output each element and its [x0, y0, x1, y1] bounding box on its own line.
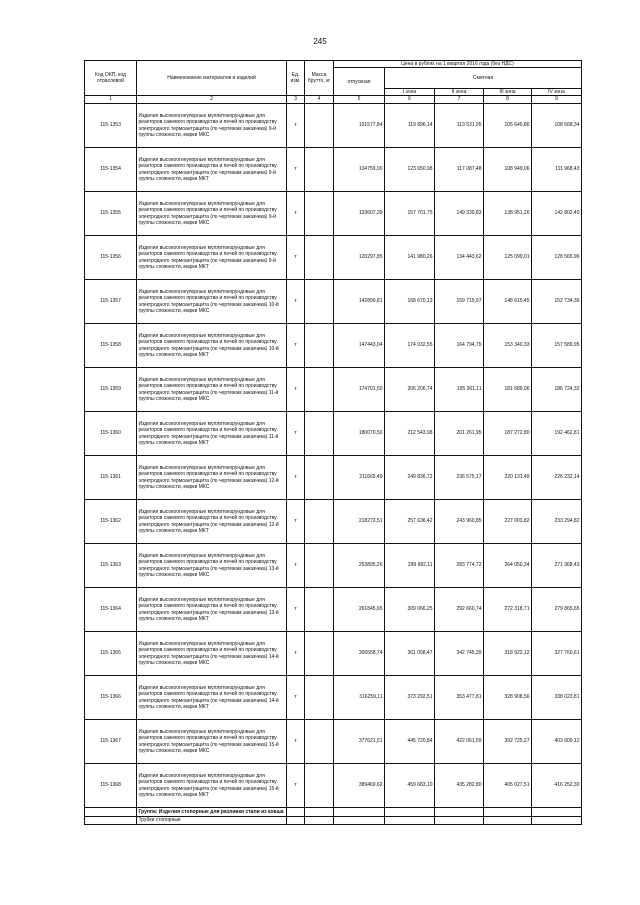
zone-price: 226 232,14 [532, 456, 582, 500]
unit-of-measure: т [287, 544, 305, 588]
empty-cell [532, 808, 582, 817]
header-zone-4: IV зона [532, 88, 582, 95]
unit-of-measure: т [287, 236, 305, 280]
zone-price: 392 725,27 [484, 720, 532, 764]
unit-of-measure: т [287, 280, 305, 324]
group-row [85, 816, 582, 825]
product-code: 115-1367 [85, 720, 137, 764]
zone-price: 174 032,55 [385, 324, 435, 368]
gross-mass [305, 456, 334, 500]
table-row [85, 412, 582, 456]
table-row [85, 720, 582, 764]
header-zone-3: III зона [484, 88, 532, 95]
zone-price: 148 615,45 [484, 280, 532, 324]
zone-price: 416 252,30 [532, 764, 582, 808]
zone-price: 309 066,25 [385, 588, 435, 632]
header-zone-2: II зона [435, 88, 484, 95]
gross-mass [305, 148, 334, 192]
zone-price: 328 908,56 [484, 676, 532, 720]
zone-price: 338 023,81 [532, 676, 582, 720]
zone-price: 422 061,59 [435, 720, 484, 764]
zone-price: 403 609,12 [532, 720, 582, 764]
gross-mass [305, 280, 334, 324]
unit-of-measure: т [287, 764, 305, 808]
table-row [85, 236, 582, 280]
table-row [85, 544, 582, 588]
price-table [84, 60, 582, 825]
zone-price: 342 745,39 [435, 632, 484, 676]
empty-cell [385, 808, 435, 817]
gross-mass [305, 104, 334, 148]
zone-price: 168 670,13 [385, 280, 435, 324]
zone-price: 181 689,06 [484, 368, 532, 412]
zone-price: 111 968,43 [532, 148, 582, 192]
release-price: 133607,39 [334, 192, 385, 236]
unit-of-measure: т [287, 412, 305, 456]
zone-price: 201 261,95 [435, 412, 484, 456]
product-name: Изделия высокоогнеупорные муллитокорундовые для реакторов сажевого производства и печей по производству электродного термоантрацита (по чертежам заказчика) 9-й группы сложности, марки МКС [137, 192, 287, 236]
product-name: Изделия высокоогнеупорные муллитокорундовые для реакторов сажевого производства и печей по производству электродного термоантрацита (по чертежам заказчика) 9-й группы сложности, марки МКС [137, 104, 287, 148]
zone-price: 113 531,95 [435, 104, 484, 148]
zone-price: 195 261,11 [435, 368, 484, 412]
header-name: Наименование материалов и изделий [137, 61, 287, 96]
zone-price: 405 027,51 [484, 764, 532, 808]
zone-price: 292 660,74 [435, 588, 484, 632]
zone-price: 142 802,40 [532, 192, 582, 236]
release-price: 147443,04 [334, 324, 385, 368]
table-row [85, 764, 582, 808]
zone-price: 153 340,33 [484, 324, 532, 368]
table-row [85, 676, 582, 720]
product-name: Изделия высокоогнеупорные муллитокорундовые для реакторов сажевого производства и печей по производству электродного термоантрацита (по чертежам заказчика) 15-й группы сложности, марки МКС [137, 720, 287, 764]
empty-cell [532, 816, 582, 825]
product-code: 115-1364 [85, 588, 137, 632]
zone-price: 108 568,34 [532, 104, 582, 148]
release-price: 253895,26 [334, 544, 385, 588]
zone-price: 117 087,48 [435, 148, 484, 192]
empty-cell [385, 816, 435, 825]
zone-price: 318 922,12 [484, 632, 532, 676]
release-price: 306558,74 [334, 632, 385, 676]
header-estimate: Сметная [385, 68, 582, 88]
product-code: 115-1357 [85, 280, 137, 324]
zone-price: 459 683,10 [385, 764, 435, 808]
release-price: 377621,51 [334, 720, 385, 764]
zone-price: 123 650,98 [385, 148, 435, 192]
column-number: 7 [435, 96, 484, 104]
release-price: 120297,85 [334, 236, 385, 280]
product-name: Изделия высокоогнеупорные муллитокорундовые для реакторов сажевого производства и печей по производству электродного термоантрацита (по чертежам заказчика) 10-й группы сложности, марки МКТ [137, 324, 287, 368]
gross-mass [305, 720, 334, 764]
zone-price: 272 318,71 [484, 588, 532, 632]
group-code-cell [85, 808, 137, 817]
table-row [85, 324, 582, 368]
column-number: 8 [484, 96, 532, 104]
product-code: 115-1365 [85, 632, 137, 676]
header-unit: Ед. изм. [287, 61, 305, 96]
zone-price: 164 794,75 [435, 324, 484, 368]
zone-price: 243 960,85 [435, 500, 484, 544]
table-row [85, 588, 582, 632]
zone-price: 141 980,26 [385, 236, 435, 280]
gross-mass [305, 676, 334, 720]
gross-mass [305, 544, 334, 588]
product-code: 115-1368 [85, 764, 137, 808]
product-name: Изделия высокоогнеупорные муллитокорундовые для реакторов сажевого производства и печей по производству электродного термоантрацита (по чертежам заказчика) 12-й группы сложности, марки МКС [137, 456, 287, 500]
zone-price: 327 760,61 [532, 632, 582, 676]
product-code: 115-1360 [85, 412, 137, 456]
zone-price: 445 720,84 [385, 720, 435, 764]
zone-price: 279 865,65 [532, 588, 582, 632]
zone-price: 152 734,36 [532, 280, 582, 324]
product-code: 115-1363 [85, 544, 137, 588]
empty-cell [287, 808, 305, 817]
unit-of-measure: т [287, 588, 305, 632]
zone-price: 264 050,34 [484, 544, 532, 588]
header-code: Код ОКП, код отраслевой [85, 61, 137, 96]
table-row [85, 280, 582, 324]
product-name: Изделия высокоогнеупорные муллитокорундовые для реакторов сажевого производства и печей по производству электродного термоантрацита (по чертежам заказчика) 9-й группы сложности, марки МКТ [137, 236, 287, 280]
zone-price: 227 003,82 [484, 500, 532, 544]
unit-of-measure: т [287, 456, 305, 500]
table-row [85, 632, 582, 676]
header-price: Цена в рублях на 1 квартал 2016 года (без НДС) [334, 61, 582, 68]
release-price: 389469,62 [334, 764, 385, 808]
unit-of-measure: т [287, 676, 305, 720]
gross-mass [305, 764, 334, 808]
release-price: 218273,51 [334, 500, 385, 544]
table-row [85, 104, 582, 148]
header-zone-1: I зона [385, 88, 435, 95]
zone-price: 128 565,96 [532, 236, 582, 280]
unit-of-measure: т [287, 192, 305, 236]
unit-of-measure: т [287, 324, 305, 368]
gross-mass [305, 236, 334, 280]
zone-price: 249 836,72 [385, 456, 435, 500]
release-price: 316259,11 [334, 676, 385, 720]
gross-mass [305, 632, 334, 676]
empty-cell [484, 808, 532, 817]
empty-cell [305, 816, 334, 825]
table-body [85, 104, 582, 825]
column-number: 4 [305, 96, 334, 104]
column-number: 6 [385, 96, 435, 104]
gross-mass [305, 192, 334, 236]
zone-price: 105 640,86 [484, 104, 532, 148]
gross-mass [305, 368, 334, 412]
zone-price: 138 951,26 [484, 192, 532, 236]
product-code: 115-1356 [85, 236, 137, 280]
group-name: Трубки стопорные [137, 816, 287, 825]
table-row [85, 368, 582, 412]
empty-cell [435, 816, 484, 825]
unit-of-measure: т [287, 500, 305, 544]
zone-price: 435 282,80 [435, 764, 484, 808]
product-code: 115-1361 [85, 456, 137, 500]
zone-price: 157 589,95 [532, 324, 582, 368]
zone-price: 283 774,72 [435, 544, 484, 588]
header-release: отпускная [334, 68, 385, 96]
gross-mass [305, 500, 334, 544]
header-mass: Масса брутто, кг [305, 61, 334, 96]
group-row [85, 808, 582, 817]
column-number-row [85, 96, 582, 104]
product-name: Изделия высокоогнеупорные муллитокорундовые для реакторов сажевого производства и печей по производству электродного термоантрацита (по чертежам заказчика) 14-й группы сложности, марки МКТ [137, 676, 287, 720]
zone-price: 134 443,62 [435, 236, 484, 280]
unit-of-measure: т [287, 104, 305, 148]
zone-price: 119 896,14 [385, 104, 435, 148]
release-price: 101577,84 [334, 104, 385, 148]
release-price: 174701,50 [334, 368, 385, 412]
table-row [85, 148, 582, 192]
product-name: Изделия высокоогнеупорные муллитокорундовые для реакторов сажевого производства и печей по производству электродного термоантрацита (по чертежам заказчика) 11-й группы сложности, марки МКТ [137, 412, 287, 456]
release-price: 104759,00 [334, 148, 385, 192]
product-code: 115-1355 [85, 192, 137, 236]
table-row [85, 192, 582, 236]
gross-mass [305, 412, 334, 456]
zone-price: 257 636,42 [385, 500, 435, 544]
table-row [85, 500, 582, 544]
zone-price: 206 206,74 [385, 368, 435, 412]
zone-price: 159 715,97 [435, 280, 484, 324]
product-name: Изделия высокоогнеупорные муллитокорундовые для реакторов сажевого производства и печей по производству электродного термоантрацита (по чертежам заказчика) 15-й группы сложности, марки МКТ [137, 764, 287, 808]
gross-mass [305, 588, 334, 632]
zone-price: 299 682,11 [385, 544, 435, 588]
zone-price: 271 368,43 [532, 544, 582, 588]
column-number: 1 [85, 96, 137, 104]
group-code-cell [85, 816, 137, 825]
product-code: 115-1362 [85, 500, 137, 544]
zone-price: 192 462,81 [532, 412, 582, 456]
zone-price: 108 949,06 [484, 148, 532, 192]
product-name: Изделия высокоогнеупорные муллитокорундовые для реакторов сажевого производства и печей по производству электродного термоантрацита (по чертежам заказчика) 14-й группы сложности, марки МКС [137, 632, 287, 676]
zone-price: 125 099,01 [484, 236, 532, 280]
release-price: 142899,81 [334, 280, 385, 324]
empty-cell [334, 808, 385, 817]
unit-of-measure: т [287, 720, 305, 764]
zone-price: 186 724,32 [532, 368, 582, 412]
empty-cell [334, 816, 385, 825]
empty-cell [305, 808, 334, 817]
release-price: 261845,65 [334, 588, 385, 632]
zone-price: 212 543,98 [385, 412, 435, 456]
product-code: 115-1358 [85, 324, 137, 368]
zone-price: 220 131,49 [484, 456, 532, 500]
column-number: 3 [287, 96, 305, 104]
product-name: Изделия высокоогнеупорные муллитокорундовые для реакторов сажевого производства и печей по производству электродного термоантрацита (по чертежам заказчика) 9-й группы сложности, марки МКТ [137, 148, 287, 192]
zone-price: 233 294,82 [532, 500, 582, 544]
column-number: 9 [532, 96, 582, 104]
zone-price: 353 477,81 [435, 676, 484, 720]
product-code: 115-1353 [85, 104, 137, 148]
product-name: Изделия высокоогнеупорные муллитокорундовые для реакторов сажевого производства и печей по производству электродного термоантрацита (по чертежам заказчика) 12-й группы сложности, марки МКТ [137, 500, 287, 544]
zone-price: 187 272,80 [484, 412, 532, 456]
product-name: Изделия высокоогнеупорные муллитокорундовые для реакторов сажевого производства и печей по производству электродного термоантрацита (по чертежам заказчика) 13-й группы сложности, марки МКС [137, 544, 287, 588]
product-code: 115-1366 [85, 676, 137, 720]
table-row [85, 456, 582, 500]
product-code: 115-1354 [85, 148, 137, 192]
product-name: Изделия высокоогнеупорные муллитокорундовые для реакторов сажевого производства и печей по производству электродного термоантрацита (по чертежам заказчика) 10-й группы сложности, марки МКС [137, 280, 287, 324]
group-name: Группа: Изделия стопорные для разливки стали из ковша [137, 808, 287, 817]
empty-cell [435, 808, 484, 817]
column-number: 2 [137, 96, 287, 104]
unit-of-measure: т [287, 148, 305, 192]
zone-price: 373 292,51 [385, 676, 435, 720]
release-price: 180070,50 [334, 412, 385, 456]
product-code: 115-1359 [85, 368, 137, 412]
product-name: Изделия высокоогнеупорные муллитокорундовые для реакторов сажевого производства и печей по производству электродного термоантрацита (по чертежам заказчика) 13-й группы сложности, марки МКТ [137, 588, 287, 632]
zone-price: 361 058,47 [385, 632, 435, 676]
zone-price: 149 330,83 [435, 192, 484, 236]
zone-price: 236 575,17 [435, 456, 484, 500]
release-price: 211665,49 [334, 456, 385, 500]
product-name: Изделия высокоогнеупорные муллитокорундовые для реакторов сажевого производства и печей по производству электродного термоантрацита (по чертежам заказчика) 11-й группы сложности, марки МКС [137, 368, 287, 412]
empty-cell [484, 816, 532, 825]
gross-mass [305, 324, 334, 368]
page-number: 245 [313, 37, 327, 46]
empty-cell [287, 816, 305, 825]
column-number: 5 [334, 96, 385, 104]
unit-of-measure: т [287, 368, 305, 412]
zone-price: 157 701,75 [385, 192, 435, 236]
unit-of-measure: т [287, 632, 305, 676]
